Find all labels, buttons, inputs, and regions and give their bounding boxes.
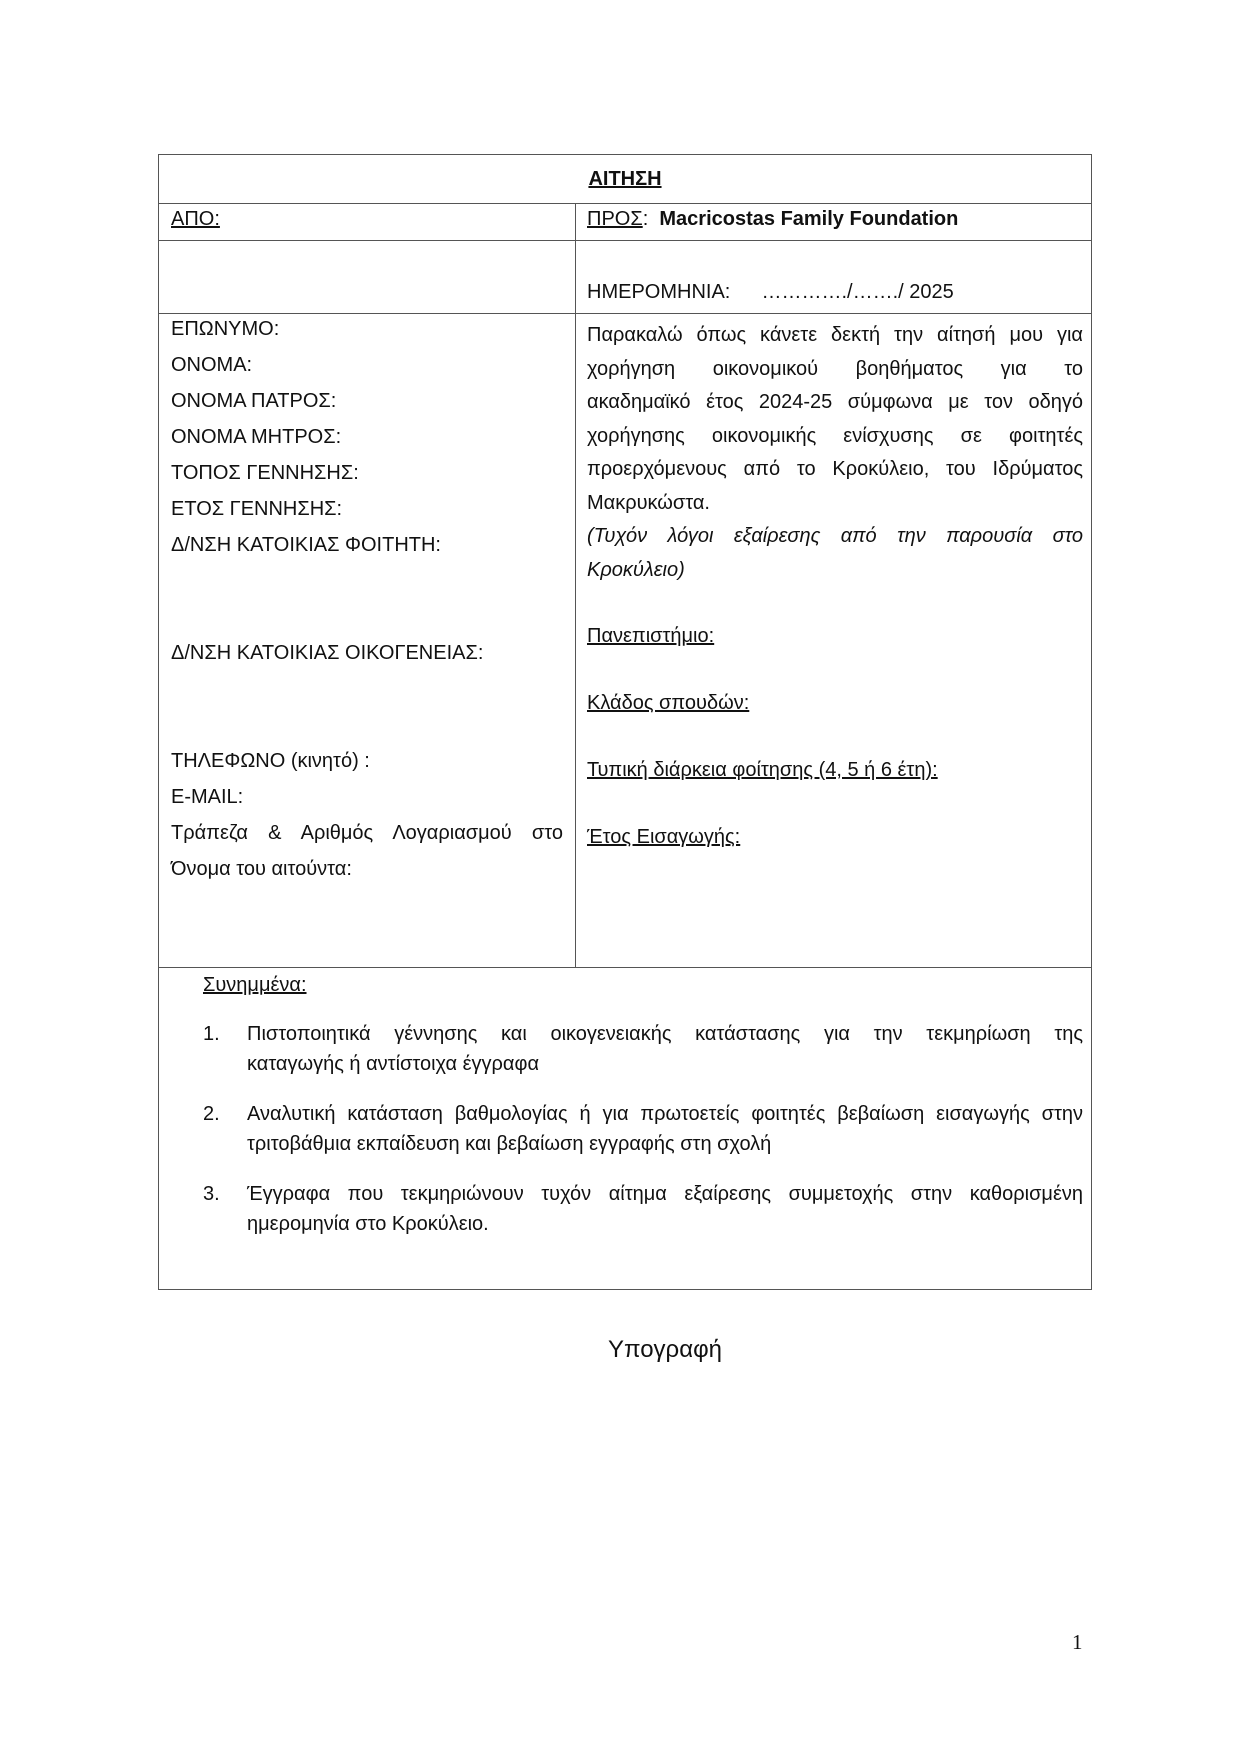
paragraph-line: χορήγησης οικονομικής ενίσχυσης σε φοιτητές	[587, 424, 1083, 447]
date-value[interactable]: …………./……./ 2025	[761, 281, 954, 303]
paragraph-line: Μακρυκώστα.	[587, 491, 710, 514]
phone-field[interactable]: ΤΗΛΕΦΩΝΟ (κινητό) :	[171, 750, 370, 772]
request-paragraph	[587, 319, 1083, 587]
duration-field[interactable]: Τυπική διάρκεια φοίτησης (4, 5 ή 6 έτη):	[587, 759, 938, 781]
attachment-text: ημερομηνία στο Κροκύλειο.	[247, 1213, 489, 1235]
attachment-number: 2.	[203, 1103, 220, 1125]
surname-field[interactable]: ΕΠΩΝΥΜΟ:	[171, 318, 280, 340]
attachment-text: Πιστοποιητικά γέννησης και οικογενειακής κατάστασης για την τεκμηρίωση της	[247, 1023, 1083, 1045]
paragraph-line: χορήγηση οικονομικού βοηθήματος για το	[587, 357, 1083, 380]
birth-year-field[interactable]: ΕΤΟΣ ΓΕΝΝΗΣΗΣ:	[171, 498, 343, 520]
signature-label: Υπογραφή	[607, 1336, 722, 1363]
column-divider	[575, 203, 576, 967]
birth-place-field[interactable]: ΤΟΠΟΣ ΓΕΝΝΗΣΗΣ:	[171, 462, 359, 484]
email-field[interactable]: E-MAIL:	[171, 786, 244, 808]
to-label: ΠΡΟΣ	[587, 208, 643, 230]
table-rule	[159, 967, 1091, 968]
father-name-field[interactable]: ΟΝΟΜΑ ΠΑΤΡΟΣ:	[171, 390, 337, 412]
date-row	[587, 280, 954, 304]
attachment-text: καταγωγής ή αντίστοιχα έγγραφα	[247, 1053, 540, 1075]
table-rule	[159, 203, 1091, 204]
name-field[interactable]: ΟΝΟΜΑ:	[171, 354, 253, 376]
attachment-number: 3.	[203, 1183, 220, 1205]
attachment-text: Έγγραφα που τεκμηριώνουν τυχόν αίτημα εξαίρεσης συμμετοχής στην καθορισμένη	[247, 1183, 1083, 1205]
attachment-number: 1.	[203, 1023, 220, 1045]
paragraph-line: Παρακαλώ όπως κάνετε δεκτή την αίτησή μου για	[587, 324, 1083, 346]
university-field[interactable]: Πανεπιστήμιο:	[587, 625, 715, 647]
exemption-note: Κροκύλειο)	[587, 558, 685, 581]
attachment-text: τριτοβάθμια εκπαίδευση και βεβαίωση εγγραφής στη σχολή	[247, 1133, 772, 1155]
attachment-text: Αναλυτική κατάσταση βαθμολογίας ή για πρωτοετείς φοιτητές βεβαίωση εισαγωγής στην	[247, 1103, 1083, 1125]
bank-account-field[interactable]: Τράπεζα & Αριθμός Λογαριασμού στο	[171, 822, 563, 844]
date-label: ΗΜΕΡΟΜΗΝΙΑ:	[587, 281, 731, 303]
exemption-note: (Τυχόν λόγοι εξαίρεσης από την παρουσία στο	[587, 525, 1083, 547]
bank-account-field-cont: Όνομα του αιτούντα:	[171, 858, 352, 880]
form-title: ΑΙΤΗΣΗ	[588, 168, 662, 190]
study-field-field[interactable]: Κλάδος σπουδών:	[587, 692, 750, 714]
from-label: ΑΠΟ:	[171, 208, 220, 230]
attachments-label: Συνημμένα:	[203, 974, 307, 996]
mother-name-field[interactable]: ΟΝΟΜΑ ΜΗΤΡΟΣ:	[171, 426, 342, 448]
page-number: 1	[1072, 1630, 1083, 1654]
paragraph-line: προερχόμενους από το Κροκύλειο, του Ιδρύματος	[587, 458, 1083, 480]
foundation-name: Macricostas Family Foundation	[659, 208, 959, 230]
entry-year-field[interactable]: Έτος Εισαγωγής:	[587, 826, 741, 848]
student-address-field[interactable]: Δ/ΝΣΗ ΚΑΤΟΙΚΙΑΣ ΦΟΙΤΗΤΗ:	[171, 534, 441, 556]
family-address-field[interactable]: Δ/ΝΣΗ ΚΑΤΟΙΚΙΑΣ ΟΙΚΟΓΕΝΕΙΑΣ:	[171, 642, 484, 664]
paragraph-line: ακαδημαϊκό έτος 2024-25 σύμφωνα με τον οδηγό	[587, 391, 1083, 413]
application-form	[158, 154, 1092, 1290]
table-rule	[159, 313, 1091, 314]
table-rule	[159, 240, 1091, 241]
to-row: ΠΡΟΣ: Macricostas Family Foundation	[587, 208, 959, 230]
